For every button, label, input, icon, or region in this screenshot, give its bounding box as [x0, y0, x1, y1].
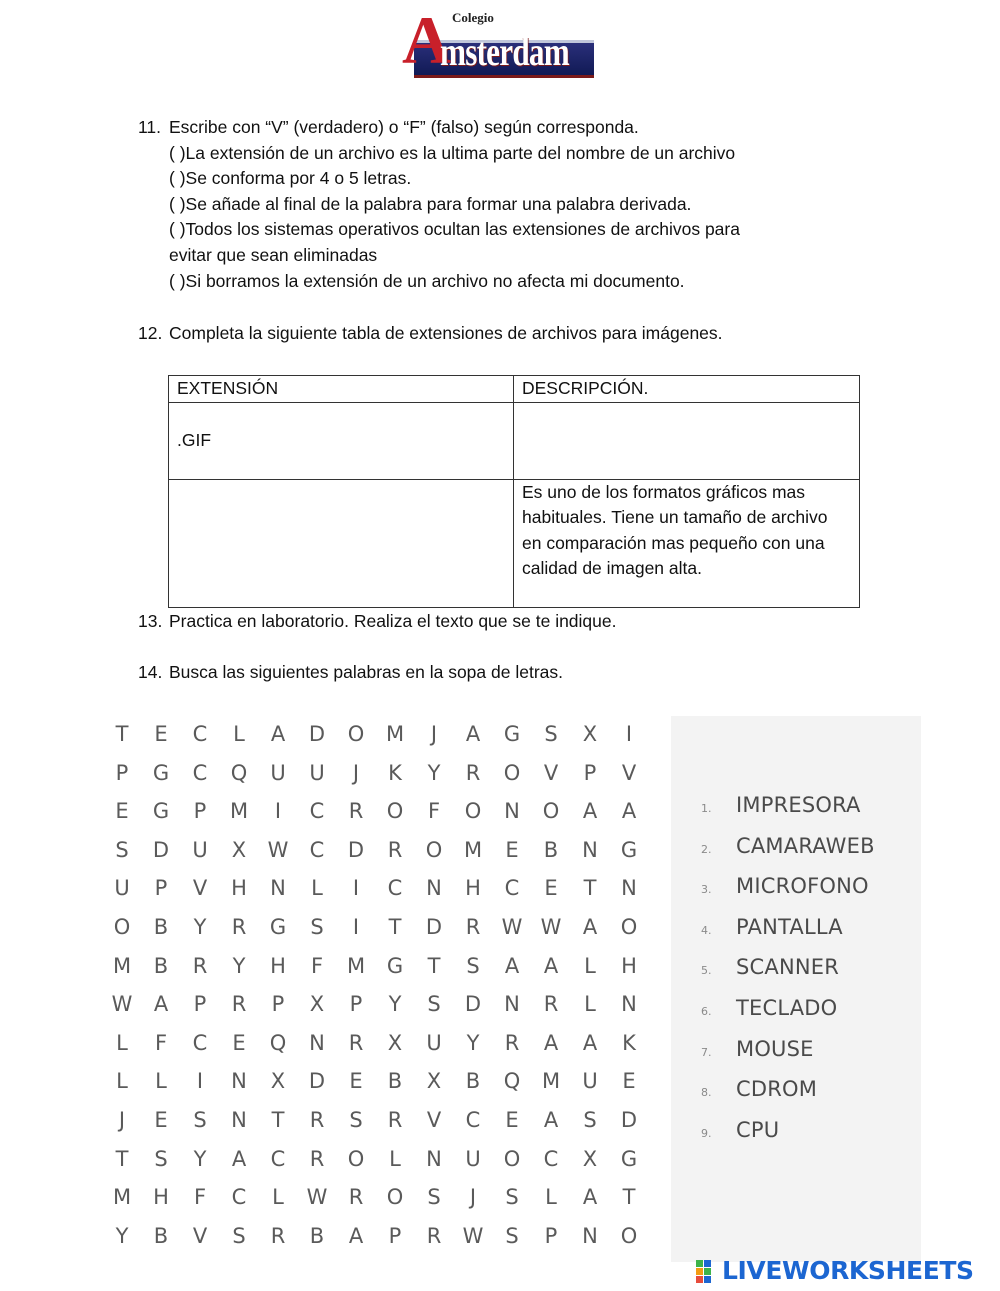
table-row	[169, 402, 860, 479]
grid-row	[100, 836, 662, 876]
grid-letter[interactable]: M	[541, 1069, 561, 1094]
grid-letter[interactable]: O	[113, 915, 131, 939]
grid-letter[interactable]: B	[153, 915, 169, 939]
grid-letter[interactable]: B	[465, 1069, 481, 1094]
grid-letter[interactable]: M	[112, 953, 132, 978]
grid-letter[interactable]: X	[582, 722, 598, 746]
grid-row	[100, 797, 662, 837]
grid-letter[interactable]: C	[387, 876, 403, 901]
grid-letter[interactable]: I	[352, 915, 360, 939]
liveworksheets-logo-icon	[696, 1260, 720, 1282]
grid-letter[interactable]: W	[306, 1185, 328, 1210]
grid-letter[interactable]: H	[270, 953, 286, 978]
grid-letter[interactable]: T	[427, 953, 441, 978]
grid-letter[interactable]: E	[622, 1069, 636, 1094]
grid-letter[interactable]: X	[270, 1069, 286, 1094]
word-list-item: MOUSE	[736, 1036, 814, 1061]
grid-letter[interactable]: A	[270, 722, 286, 746]
grid-letter[interactable]: O	[386, 799, 404, 824]
header-extension: EXTENSIÓN	[169, 376, 514, 403]
grid-letter[interactable]: B	[153, 953, 169, 978]
grid-letter[interactable]: Y	[388, 992, 402, 1017]
grid-letter[interactable]: O	[620, 1223, 638, 1248]
grid-letter[interactable]: T	[115, 1146, 129, 1171]
grid-letter[interactable]: R	[348, 1185, 364, 1210]
grid-letter[interactable]: R	[465, 760, 481, 785]
grid-letter[interactable]: L	[116, 1069, 128, 1094]
header-description: DESCRIPCIÓN.	[514, 376, 860, 403]
grid-letter[interactable]: C	[192, 722, 208, 746]
grid-letter[interactable]: D	[464, 992, 482, 1017]
grid-letter[interactable]: C	[504, 876, 520, 901]
grid-letter[interactable]: P	[115, 760, 129, 785]
grid-letter[interactable]: A	[582, 799, 598, 824]
grid-letter[interactable]: G	[386, 953, 404, 978]
grid-letter[interactable]: O	[503, 760, 521, 785]
grid-row	[100, 874, 662, 914]
grid-letter[interactable]: P	[388, 1223, 402, 1248]
grid-letter[interactable]: E	[544, 876, 558, 901]
grid-letter[interactable]: S	[193, 1108, 207, 1132]
word-list-number: 3.	[701, 883, 712, 897]
grid-letter[interactable]: V	[192, 1223, 208, 1248]
grid-letter[interactable]: J	[118, 1108, 126, 1132]
grid-letter[interactable]: P	[154, 876, 168, 901]
grid-letter[interactable]: R	[231, 915, 247, 939]
word-list-number: 1.	[701, 802, 712, 815]
word-list-item: CPU	[736, 1117, 780, 1142]
grid-letter[interactable]: Q	[503, 1069, 521, 1094]
grid-letter[interactable]: Y	[193, 1146, 207, 1171]
grid-letter[interactable]: L	[584, 953, 596, 978]
grid-letter[interactable]: X	[309, 992, 325, 1017]
grid-letter[interactable]: I	[196, 1069, 204, 1094]
grid-letter[interactable]: A	[348, 1223, 364, 1248]
word-list-number: 9.	[701, 1126, 712, 1140]
grid-letter[interactable]: W	[540, 915, 562, 939]
word-list-item: MICROFONO	[736, 874, 869, 899]
grid-letter[interactable]: R	[309, 1108, 325, 1132]
grid-letter[interactable]: D	[308, 1069, 326, 1094]
grid-letter[interactable]: U	[582, 1069, 598, 1094]
grid-row	[100, 1106, 662, 1146]
grid-letter[interactable]: G	[269, 915, 287, 939]
grid-letter[interactable]: W	[501, 915, 523, 939]
grid-letter[interactable]: J	[430, 722, 438, 746]
grid-letter[interactable]: U	[114, 876, 130, 901]
grid-letter[interactable]: S	[115, 837, 129, 862]
grid-letter[interactable]: N	[582, 837, 598, 862]
grid-letter[interactable]: Q	[230, 760, 248, 785]
grid-letter[interactable]: D	[308, 722, 326, 746]
grid-letter[interactable]: A	[504, 953, 520, 978]
q11-item-1[interactable]: ( )La extensión de un archivo es la ultima parte del nombre de un archivo	[169, 143, 736, 163]
grid-letter[interactable]: K	[622, 1030, 636, 1055]
q11-item-5[interactable]: ( )Si borramos la extensión de un archivo no afecta mi documento.	[169, 271, 685, 291]
word-list-item: IMPRESORA	[736, 793, 861, 817]
grid-letter[interactable]: N	[582, 1223, 598, 1248]
grid-letter[interactable]: X	[426, 1069, 442, 1094]
grid-letter[interactable]: A	[543, 953, 559, 978]
word-list-number: 4.	[701, 923, 712, 937]
word-list-item: TECLADO	[736, 996, 838, 1020]
grid-letter[interactable]: C	[309, 799, 325, 824]
grid-letter[interactable]: O	[386, 1185, 404, 1210]
grid-letter[interactable]: M	[463, 837, 483, 862]
q13-prompt: Practica en laboratorio. Realiza el texto que se te indique.	[169, 611, 617, 631]
word-list-item: PANTALLA	[736, 914, 843, 939]
grid-letter[interactable]: X	[582, 1146, 598, 1171]
grid-letter[interactable]: R	[543, 992, 559, 1017]
grid-letter[interactable]: H	[465, 876, 481, 901]
grid-letter[interactable]: F	[310, 953, 324, 978]
grid-letter[interactable]: M	[112, 1185, 132, 1210]
grid-letter[interactable]: A	[621, 799, 637, 824]
word-list-number: 6.	[701, 1005, 712, 1018]
grid-letter[interactable]: A	[543, 1030, 559, 1055]
grid-letter[interactable]: R	[387, 837, 403, 862]
grid-letter[interactable]: V	[426, 1108, 442, 1132]
grid-letter[interactable]: I	[274, 799, 282, 824]
grid-letter[interactable]: Y	[232, 953, 246, 978]
grid-letter[interactable]: H	[153, 1185, 169, 1210]
grid-letter[interactable]: L	[116, 1030, 128, 1055]
grid-letter[interactable]: M	[385, 722, 405, 746]
q12-number: 12.	[138, 323, 163, 343]
grid-letter[interactable]: U	[270, 760, 286, 785]
grid-letter[interactable]: I	[352, 876, 360, 901]
word-list-number: 5.	[701, 964, 712, 978]
grid-letter[interactable]: T	[388, 915, 402, 939]
grid-letter[interactable]: T	[115, 722, 129, 746]
grid-letter[interactable]: S	[232, 1223, 246, 1248]
grid-letter[interactable]: V	[192, 876, 208, 901]
grid-letter[interactable]: K	[388, 760, 402, 785]
grid-letter[interactable]: F	[154, 1030, 168, 1055]
grid-letter[interactable]: S	[544, 722, 558, 746]
table-header-row	[169, 376, 860, 403]
word-list-number: 2.	[701, 842, 712, 856]
grid-letter[interactable]: S	[427, 992, 441, 1017]
grid-letter[interactable]: Y	[427, 760, 441, 785]
grid-letter[interactable]: O	[542, 799, 560, 824]
grid-letter[interactable]: E	[349, 1069, 363, 1094]
grid-letter[interactable]: N	[504, 992, 520, 1017]
grid-letter[interactable]: X	[231, 837, 247, 862]
q11-item-4-cont: evitar que sean eliminadas	[169, 245, 378, 265]
grid-letter[interactable]: U	[192, 837, 208, 862]
grid-letter[interactable]: N	[504, 799, 520, 824]
cell-description-blank[interactable]	[514, 402, 860, 479]
grid-row	[100, 1222, 662, 1262]
grid-letter[interactable]: E	[115, 799, 129, 824]
grid-letter[interactable]: B	[153, 1223, 169, 1248]
grid-letter[interactable]: G	[152, 799, 170, 824]
grid-letter[interactable]: O	[503, 1146, 521, 1171]
grid-letter[interactable]: N	[426, 1146, 442, 1171]
grid-letter[interactable]: O	[620, 915, 638, 939]
grid-letter[interactable]: D	[620, 1108, 638, 1132]
grid-row	[100, 913, 662, 953]
q11-prompt: Escribe con “V” (verdadero) o “F” (falso) según corresponda.	[169, 117, 639, 137]
word-list-item: CAMARAWEB	[736, 833, 875, 858]
brand-name: LIVEWORKSHEETS	[722, 1256, 974, 1285]
grid-letter[interactable]: R	[387, 1108, 403, 1132]
grid-letter[interactable]: P	[583, 760, 597, 785]
word-list-number: 8.	[701, 1086, 712, 1100]
grid-letter[interactable]: V	[621, 760, 637, 785]
grid-letter[interactable]: S	[583, 1108, 597, 1132]
q14-number: 14.	[138, 662, 163, 682]
grid-letter[interactable]: F	[193, 1185, 207, 1210]
grid-letter[interactable]: A	[582, 915, 598, 939]
grid-letter[interactable]: C	[309, 837, 325, 862]
grid-letter[interactable]: R	[231, 992, 247, 1017]
grid-letter[interactable]: A	[543, 1108, 559, 1132]
grid-letter[interactable]: S	[505, 1223, 519, 1248]
grid-letter[interactable]: C	[192, 760, 208, 785]
grid-row	[100, 1145, 662, 1185]
grid-letter[interactable]: C	[192, 1030, 208, 1055]
grid-letter[interactable]: R	[192, 953, 208, 978]
grid-letter[interactable]: R	[465, 915, 481, 939]
grid-row	[100, 952, 662, 992]
grid-letter[interactable]: O	[425, 837, 443, 862]
logo-word: msterdam	[440, 29, 569, 74]
grid-letter[interactable]: R	[504, 1030, 520, 1055]
grid-letter[interactable]: U	[309, 760, 325, 785]
cell-extension: .GIF	[169, 402, 514, 479]
grid-letter[interactable]: M	[346, 953, 366, 978]
grid-row	[100, 990, 662, 1030]
q11-item-4[interactable]: ( )Todos los sistemas operativos ocultan las extensiones de archivos para	[169, 219, 740, 239]
grid-letter[interactable]: C	[270, 1146, 286, 1171]
grid-letter[interactable]: Y	[193, 915, 207, 939]
grid-row	[100, 1067, 662, 1107]
grid-letter[interactable]: Y	[466, 1030, 480, 1055]
grid-letter[interactable]: P	[544, 1223, 558, 1248]
q14-prompt: Busca las siguientes palabras en la sopa de letras.	[169, 662, 563, 682]
grid-row	[100, 759, 662, 799]
grid-letter[interactable]: P	[193, 799, 207, 824]
grid-letter[interactable]: U	[426, 1030, 442, 1055]
grid-letter[interactable]: L	[389, 1146, 401, 1171]
grid-letter[interactable]: M	[229, 799, 249, 824]
grid-letter[interactable]: H	[621, 953, 637, 978]
word-search-grid[interactable]	[100, 718, 662, 1258]
grid-letter[interactable]: S	[154, 1146, 168, 1171]
grid-letter[interactable]: N	[309, 1030, 325, 1055]
grid-letter[interactable]: G	[620, 837, 638, 862]
grid-letter[interactable]: N	[270, 876, 286, 901]
grid-letter[interactable]: O	[464, 799, 482, 824]
grid-letter[interactable]: C	[231, 1185, 247, 1210]
grid-letter[interactable]: V	[543, 760, 559, 785]
grid-letter[interactable]: N	[621, 876, 637, 901]
grid-letter[interactable]: A	[582, 1185, 598, 1210]
q11-item-3[interactable]: ( )Se añade al final de la palabra para formar una palabra derivada.	[169, 194, 692, 214]
grid-letter[interactable]: L	[272, 1185, 284, 1210]
grid-letter[interactable]: W	[267, 837, 289, 862]
grid-letter[interactable]: P	[193, 992, 207, 1017]
grid-letter[interactable]: R	[309, 1146, 325, 1171]
grid-letter[interactable]: L	[311, 876, 323, 901]
grid-letter[interactable]: S	[310, 915, 324, 939]
grid-letter[interactable]: R	[270, 1223, 286, 1248]
grid-letter[interactable]: G	[620, 1146, 638, 1171]
grid-letter[interactable]: F	[427, 799, 441, 824]
grid-letter[interactable]: L	[545, 1185, 557, 1210]
grid-letter[interactable]: R	[348, 1030, 364, 1055]
grid-letter[interactable]: G	[152, 760, 170, 785]
grid-letter[interactable]: A	[465, 722, 481, 746]
q11-item-2[interactable]: ( )Se conforma por 4 o 5 letras.	[169, 168, 412, 188]
grid-letter[interactable]: C	[543, 1146, 559, 1171]
grid-letter[interactable]: N	[231, 1108, 247, 1132]
grid-letter[interactable]: W	[462, 1223, 484, 1248]
grid-letter[interactable]: R	[426, 1223, 442, 1248]
grid-letter[interactable]: D	[347, 837, 365, 862]
grid-letter[interactable]: N	[426, 876, 442, 901]
grid-letter[interactable]: W	[111, 992, 133, 1017]
grid-letter[interactable]: S	[427, 1185, 441, 1210]
grid-letter[interactable]: L	[584, 992, 596, 1017]
grid-letter[interactable]: R	[348, 799, 364, 824]
grid-letter[interactable]: O	[347, 1146, 365, 1171]
grid-letter[interactable]: S	[466, 953, 480, 978]
extensions-table	[168, 375, 860, 608]
grid-letter[interactable]: E	[505, 1108, 519, 1132]
grid-letter[interactable]: B	[543, 837, 559, 862]
table-row	[169, 479, 860, 607]
grid-letter[interactable]: Q	[269, 1030, 287, 1055]
q11-number: 11.	[138, 117, 162, 137]
grid-letter[interactable]: T	[583, 876, 597, 901]
grid-letter[interactable]: L	[155, 1069, 167, 1094]
word-list-item: SCANNER	[736, 955, 840, 980]
grid-letter[interactable]: C	[465, 1108, 481, 1132]
grid-letter[interactable]: H	[231, 876, 247, 901]
grid-letter[interactable]: P	[271, 992, 285, 1017]
q13-number: 13.	[138, 611, 163, 631]
grid-letter[interactable]: T	[271, 1108, 285, 1132]
grid-letter[interactable]: N	[231, 1069, 247, 1094]
grid-letter[interactable]: X	[387, 1030, 403, 1055]
grid-letter[interactable]: E	[154, 722, 168, 746]
grid-letter[interactable]: P	[349, 992, 363, 1017]
grid-letter[interactable]: L	[233, 722, 245, 746]
school-logo	[400, 2, 600, 80]
grid-letter[interactable]: J	[469, 1185, 477, 1210]
logo-small-text: Colegio	[452, 10, 494, 25]
logo-initial: A	[402, 2, 452, 78]
grid-letter[interactable]: I	[625, 722, 633, 746]
grid-row	[100, 1183, 662, 1223]
word-list-item: CDROM	[736, 1077, 818, 1102]
grid-letter[interactable]: D	[425, 915, 443, 939]
grid-letter[interactable]: Y	[115, 1223, 129, 1248]
grid-letter[interactable]: A	[582, 1030, 598, 1055]
grid-letter[interactable]: A	[153, 992, 169, 1017]
grid-letter[interactable]: D	[152, 837, 170, 862]
grid-letter[interactable]: E	[154, 1108, 168, 1132]
q12-prompt: Completa la siguiente tabla de extensiones de archivos para imágenes.	[169, 323, 723, 343]
grid-letter[interactable]: N	[621, 992, 637, 1017]
grid-letter[interactable]: B	[309, 1223, 325, 1248]
grid-letter[interactable]: J	[352, 760, 360, 785]
word-list-number: 7.	[701, 1045, 712, 1059]
grid-row	[100, 1029, 662, 1069]
grid-letter[interactable]: S	[349, 1108, 363, 1132]
grid-letter[interactable]: E	[232, 1030, 246, 1055]
grid-row	[100, 720, 662, 760]
grid-letter[interactable]: O	[347, 722, 365, 746]
grid-letter[interactable]: U	[465, 1146, 481, 1171]
cell-description: Es uno de los formatos gráficos mas habituales. Tiene un tamaño de archivo en comparación mas pequeño con una calidad de imagen alta.	[514, 479, 860, 607]
grid-letter[interactable]: S	[505, 1185, 519, 1210]
grid-letter[interactable]: T	[622, 1185, 636, 1210]
grid-letter[interactable]: A	[231, 1146, 247, 1171]
grid-letter[interactable]: E	[505, 837, 519, 862]
grid-letter[interactable]: B	[387, 1069, 403, 1094]
cell-extension-blank[interactable]	[169, 479, 514, 607]
grid-letter[interactable]: G	[503, 722, 521, 746]
